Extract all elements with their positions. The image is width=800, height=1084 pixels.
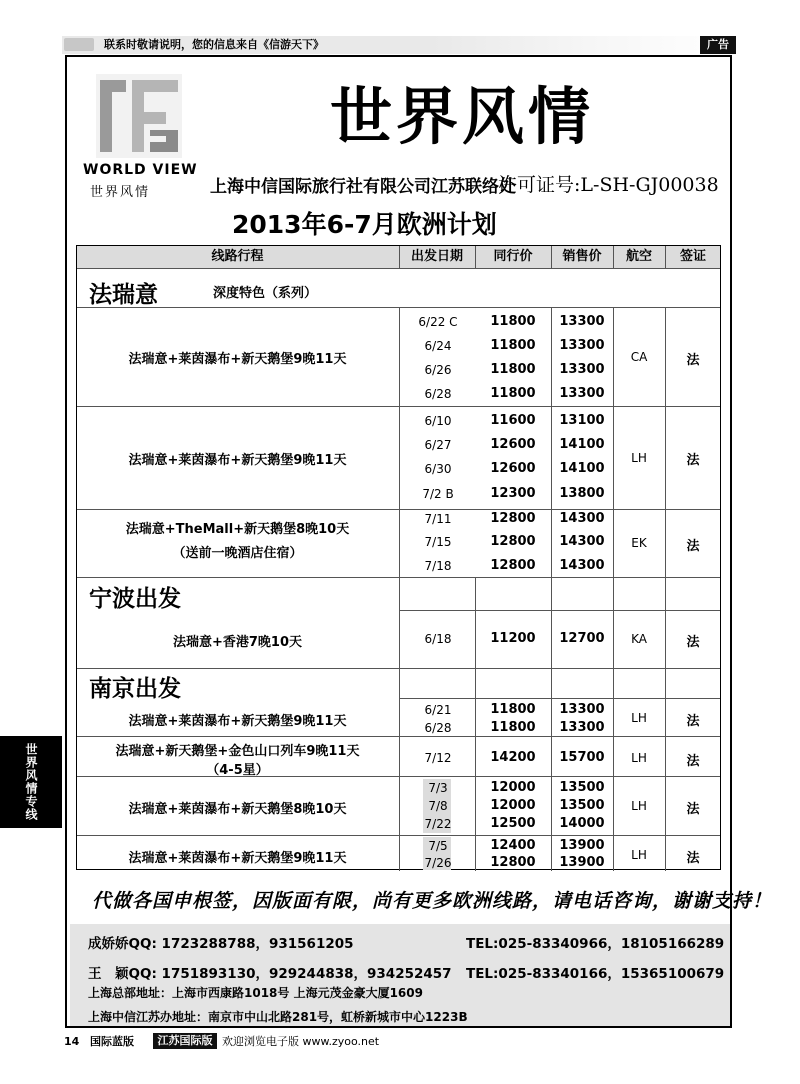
airline-code: LH bbox=[631, 711, 647, 725]
departure-date: 7/2 B bbox=[422, 487, 454, 501]
trade-price: 12600 bbox=[490, 437, 536, 452]
sale-price: 13300 bbox=[559, 338, 605, 353]
contact-panel bbox=[70, 924, 730, 1026]
logo-english-text: WORLD VIEW bbox=[83, 162, 198, 178]
departure-date: 7/22 bbox=[424, 817, 452, 831]
sale-price: 14300 bbox=[559, 534, 605, 549]
trade-price: 12500 bbox=[490, 816, 536, 831]
departure-date: 6/28 bbox=[424, 721, 452, 735]
license-number: 许可证号:L-SH-GJ00038 bbox=[498, 174, 719, 196]
departure-date: 7/18 bbox=[424, 559, 452, 573]
sale-price: 14100 bbox=[559, 437, 605, 452]
route-name: 法瑞意+莱茵瀑布+新天鹅堡9晚11天 bbox=[128, 453, 347, 468]
visa-type: 法 bbox=[686, 635, 700, 650]
departure-date: 6/18 bbox=[424, 632, 452, 646]
departure-date: 6/27 bbox=[424, 438, 452, 452]
trade-price: 12800 bbox=[490, 855, 536, 870]
sale-price: 13900 bbox=[559, 838, 605, 853]
header-trade-price: 同行价 bbox=[493, 249, 533, 264]
section-title: 宁波出发 bbox=[89, 586, 181, 612]
visa-type: 法 bbox=[686, 714, 700, 729]
itinerary-table bbox=[76, 245, 721, 870]
footer-website: 欢迎浏览电子版 www.zyoo.net bbox=[222, 1035, 380, 1048]
magazine-logo-icon bbox=[64, 38, 94, 51]
route-name: 法瑞意+新天鹅堡+金色山口列车9晚11天 bbox=[115, 744, 360, 759]
header-visa: 签证 bbox=[679, 249, 706, 264]
route-name: 法瑞意+莱茵瀑布+新天鹅堡9晚11天 bbox=[128, 851, 347, 866]
airline-code: CA bbox=[630, 350, 648, 364]
route-name: 法瑞意+莱茵瀑布+新天鹅堡8晚10天 bbox=[128, 802, 347, 817]
trade-price: 11800 bbox=[490, 338, 536, 353]
contact-qq-2: 王 颖QQ: 1751893130，929244838，934252457 bbox=[88, 966, 452, 982]
visa-type: 法 bbox=[686, 539, 700, 554]
visa-type: 法 bbox=[686, 851, 700, 866]
visa-type: 法 bbox=[686, 453, 700, 468]
trade-price: 12800 bbox=[490, 534, 536, 549]
departure-date: 7/12 bbox=[424, 751, 452, 765]
route-note: （4-5星） bbox=[206, 763, 269, 778]
section-title: 法瑞意 bbox=[89, 282, 158, 308]
departure-date: 7/5 bbox=[428, 839, 448, 853]
departure-date: 7/8 bbox=[428, 799, 448, 813]
trade-price: 12600 bbox=[490, 461, 536, 476]
plan-title: 2013年6-7月欧洲计划 bbox=[232, 210, 497, 239]
trade-price: 12300 bbox=[490, 486, 536, 501]
trade-price: 14200 bbox=[490, 750, 536, 765]
route-name: 法瑞意+TheMall+新天鹅堡8晚10天 bbox=[125, 522, 350, 537]
trade-price: 11200 bbox=[490, 631, 536, 646]
trade-price: 11600 bbox=[490, 413, 536, 428]
trade-price: 11800 bbox=[490, 386, 536, 401]
airline-code: LH bbox=[631, 848, 647, 862]
departure-date: 6/26 bbox=[424, 363, 452, 377]
sale-price: 14300 bbox=[559, 511, 605, 526]
visa-type: 法 bbox=[686, 754, 700, 769]
departure-date: 7/15 bbox=[424, 535, 452, 549]
trade-price: 12400 bbox=[490, 838, 536, 853]
visa-type: 法 bbox=[686, 802, 700, 817]
trade-price: 11800 bbox=[490, 720, 536, 735]
trade-price: 12800 bbox=[490, 558, 536, 573]
sale-price: 13300 bbox=[559, 362, 605, 377]
contact-tel-1: TEL:025-83340966，18105166289 bbox=[466, 936, 725, 952]
brand-title: 世界风情 bbox=[330, 80, 595, 153]
sale-price: 13300 bbox=[559, 702, 605, 717]
edition-box: 江苏国际版 bbox=[153, 1033, 217, 1049]
departure-date: 6/24 bbox=[424, 339, 452, 353]
logo-chinese-text: 世界风情 bbox=[90, 185, 151, 200]
header-route: 线路行程 bbox=[211, 249, 264, 264]
airline-code: EK bbox=[631, 536, 647, 550]
departure-date: 7/3 bbox=[428, 781, 448, 795]
departure-date: 7/26 bbox=[424, 856, 452, 870]
departure-date: 6/10 bbox=[424, 414, 452, 428]
sale-price: 14100 bbox=[559, 461, 605, 476]
departure-date: 6/30 bbox=[424, 462, 452, 476]
sale-price: 13300 bbox=[559, 720, 605, 735]
route-name: 法瑞意+香港7晚10天 bbox=[172, 635, 303, 650]
trade-price: 11800 bbox=[490, 314, 536, 329]
departure-date: 6/22 C bbox=[418, 315, 458, 329]
trade-price: 12800 bbox=[490, 511, 536, 526]
contact-qq-1: 成娇娇QQ: 1723288788，931561205 bbox=[88, 936, 354, 952]
trade-price: 11800 bbox=[490, 702, 536, 717]
departure-date: 6/21 bbox=[424, 703, 452, 717]
sale-price: 12700 bbox=[559, 631, 605, 646]
section-title: 南京出发 bbox=[89, 676, 181, 702]
sale-price: 13500 bbox=[559, 798, 605, 813]
departure-date: 6/28 bbox=[424, 387, 452, 401]
airline-code: LH bbox=[631, 799, 647, 813]
airline-code: LH bbox=[631, 751, 647, 765]
header-airline: 航空 bbox=[625, 249, 652, 264]
page-number: 14 bbox=[64, 1035, 80, 1048]
address-hq: 上海总部地址：上海市西康路1018号 上海元茂金豪大厦1609 bbox=[88, 986, 423, 1000]
top-banner-text: 联系时敬请说明，您的信息来自《信游天下》 bbox=[104, 38, 324, 51]
side-tab: 世界风情专线 bbox=[0, 736, 62, 828]
sale-price: 13300 bbox=[559, 314, 605, 329]
route-note: （送前一晚酒店住宿） bbox=[172, 546, 303, 561]
ad-tag: 广告 bbox=[700, 36, 736, 54]
sale-price: 13900 bbox=[559, 855, 605, 870]
sale-price: 13800 bbox=[559, 486, 605, 501]
trade-price: 12000 bbox=[490, 780, 536, 795]
airline-code: KA bbox=[631, 632, 647, 646]
route-name: 法瑞意+莱茵瀑布+新天鹅堡9晚11天 bbox=[128, 352, 347, 367]
departure-date: 7/11 bbox=[424, 512, 452, 526]
visa-type: 法 bbox=[686, 353, 700, 368]
sale-price: 14000 bbox=[559, 816, 605, 831]
sale-price: 13100 bbox=[559, 413, 605, 428]
address-jiangsu: 上海中信江苏办地址：南京市中山北路281号，虹桥新城市中心1223B bbox=[88, 1010, 468, 1024]
header-date: 出发日期 bbox=[410, 249, 463, 264]
company-name: 上海中信国际旅行社有限公司江苏联络处 bbox=[210, 177, 516, 197]
header-sale-price: 销售价 bbox=[562, 249, 602, 264]
sale-price: 14300 bbox=[559, 558, 605, 573]
section-subtitle: 深度特色（系列） bbox=[213, 286, 318, 301]
contact-tel-2: TEL:025-83340166，15365100679 bbox=[466, 966, 725, 982]
airline-code: LH bbox=[631, 451, 647, 465]
sale-price: 15700 bbox=[559, 750, 605, 765]
trade-price: 11800 bbox=[490, 362, 536, 377]
route-name: 法瑞意+莱茵瀑布+新天鹅堡9晚11天 bbox=[128, 714, 347, 729]
notice-text: 代做各国申根签，因版面有限，尚有更多欧洲线路，请电话咨询，谢谢支持！ bbox=[92, 890, 773, 912]
world-view-logo-icon bbox=[96, 74, 182, 158]
sale-price: 13300 bbox=[559, 386, 605, 401]
edition-label: 国际蓝版 bbox=[90, 1035, 134, 1048]
sale-price: 13500 bbox=[559, 780, 605, 795]
trade-price: 12000 bbox=[490, 798, 536, 813]
